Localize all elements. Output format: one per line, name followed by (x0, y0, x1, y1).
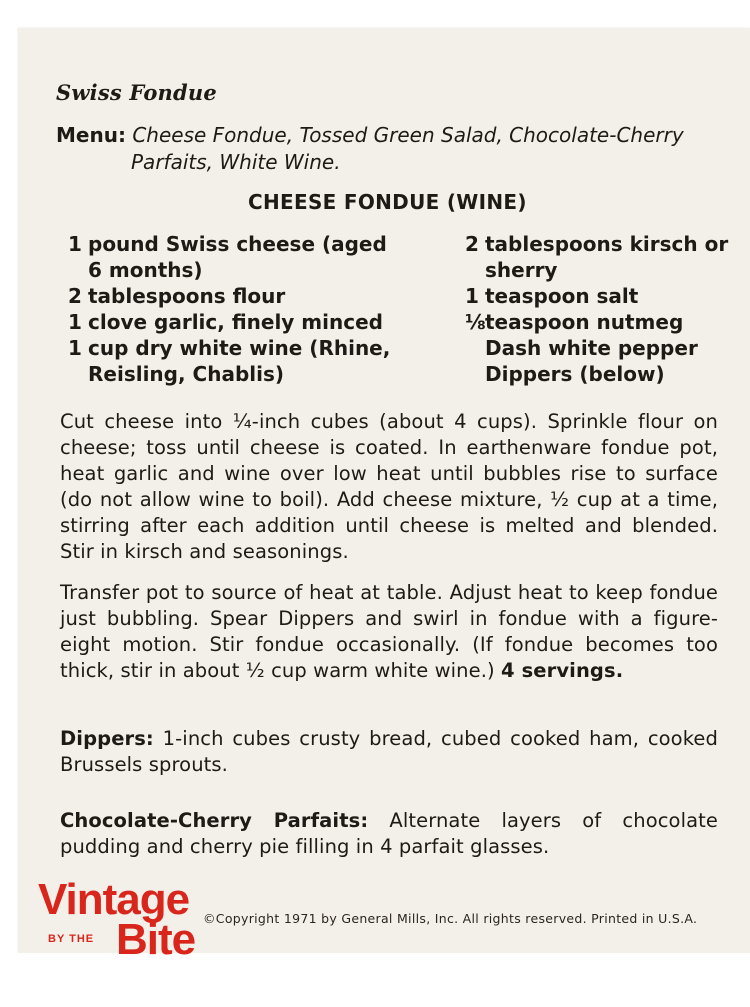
ingredient-text-cont: Reisling, Chablis) (88, 362, 285, 386)
parfaits-text: Alternate layers of chocolate pudding and cherry pie filling in 4 parfait glasses. (60, 809, 718, 858)
ingredient-item (68, 283, 408, 309)
ingredient-text: cup dry white wine (Rhine, (88, 336, 391, 360)
ingredient-qty: 1 (68, 310, 82, 334)
dippers-paragraph (60, 726, 718, 778)
ingredient-text: teaspoon salt (485, 284, 639, 308)
ingredient-item (68, 335, 408, 387)
ingredient-text: clove garlic, finely minced (88, 310, 383, 334)
ingredients-left-column (68, 231, 408, 387)
logo-word-by-the: BY THE (48, 933, 95, 945)
ingredient-item (465, 361, 735, 387)
copyright-notice: ©Copyright 1971 by General Mills, Inc. All rights reserved. Printed in U.S.A. (203, 911, 698, 926)
ingredient-qty: 2 (465, 232, 479, 256)
ingredient-qty: 1 (68, 336, 82, 360)
ingredient-item (465, 231, 735, 283)
dippers-text: 1-inch cubes crusty bread, cubed cooked ham, cooked Brussels sprouts. (60, 727, 718, 776)
ingredient-item (465, 283, 735, 309)
logo-word-bite: Bite (116, 915, 196, 964)
servings-text: 4 servings. (501, 659, 624, 682)
parfaits-paragraph (60, 808, 718, 860)
menu-items-line1: Cheese Fondue, Tossed Green Salad, Chocolate-Cherry (132, 123, 684, 147)
ingredient-text: Dippers (below) (485, 362, 665, 386)
menu-label: Menu: (56, 123, 126, 147)
vintage-by-the-bite-logo (38, 875, 198, 965)
recipe-title: Swiss Fondue (56, 80, 217, 105)
ingredient-text: tablespoons flour (88, 284, 286, 308)
menu-items-line2: Parfaits, White Wine. (131, 150, 341, 174)
ingredient-text: pound Swiss cheese (aged (88, 232, 387, 256)
ingredient-qty: ⅛ (465, 310, 486, 334)
ingredients-right-column (465, 231, 735, 387)
ingredient-text: tablespoons kirsch or (485, 232, 729, 256)
ingredient-text: teaspoon nutmeg (485, 310, 684, 334)
directions-paragraph-2 (60, 580, 718, 684)
ingredient-item (465, 309, 735, 335)
ingredient-item (465, 335, 735, 361)
recipe-heading: CHEESE FONDUE (WINE) (248, 190, 527, 214)
directions-text: Transfer pot to source of heat at table. Adjust heat to keep fondue just bubbling. Spear Dippers and swirl in fondue with a figure-eight motion. Stir fondue occasionally. (If fondue becomes too thick, stir in about ½ cup warm white wine.) (60, 581, 718, 682)
ingredient-text-cont: sherry (485, 258, 558, 282)
ingredient-item (68, 309, 408, 335)
directions-paragraph-1: Cut cheese into ¼-inch cubes (about 4 cups). Sprinkle flour on cheese; toss until cheese is coated. In earthenware fondue pot, heat garlic and wine over low heat until bubbles rise to surface (do not allow wine to boil). Add cheese mixture, ½ cup at a time, stirring after each addition until cheese is melted and blended. Stir in kirsch and seasonings. (60, 410, 718, 563)
ingredient-text: Dash white pepper (485, 336, 698, 360)
parfaits-label: Chocolate-Cherry Parfaits: (60, 809, 369, 832)
ingredient-item (68, 231, 408, 283)
ingredient-qty: 1 (465, 284, 479, 308)
dippers-label: Dippers: (60, 727, 154, 750)
logo-word-vintage: Vintage (38, 875, 190, 924)
ingredient-text-cont: 6 months) (88, 258, 203, 282)
menu-line (56, 122, 726, 149)
ingredient-qty: 1 (68, 232, 82, 256)
ingredient-qty: 2 (68, 284, 82, 308)
